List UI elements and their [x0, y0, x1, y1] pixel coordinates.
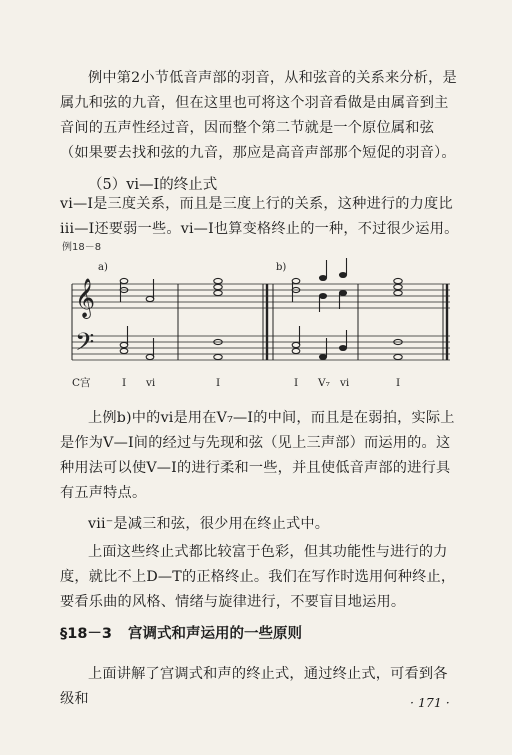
roman-b-3: vi [340, 377, 350, 389]
paragraph-section-intro: 上面讲解了宫调式和声的终止式，通过终止式，可看到各级和 [60, 666, 448, 707]
section-number: §18－3 [60, 626, 113, 642]
roman-a-2: vi [146, 377, 156, 389]
roman-b-1: I [294, 377, 299, 389]
section-heading [60, 622, 302, 643]
example-label: 例18－8 [62, 242, 102, 253]
bass-clef-icon: 𝄢 [75, 328, 95, 363]
paragraph-example-b-explanation: 上例b)中的vi是用在V₇—I的中间，而且是在弱拍，实际上是作为V—I间的经过与先现和弦（见上三声部）而运用的。这种用法可以使V—I的进行柔和一些，并且使低音声部的进行具有五声特点。 [60, 410, 455, 501]
treble-clef-icon: 𝄞 [75, 278, 96, 318]
notes-part-b [292, 258, 402, 360]
subheading-vi-i-cadence: （5）vi—I的终止式 [88, 177, 218, 193]
paragraph-cadence-summary: 上面这些终止式都比较富于色彩，但其功能性与进行的力度，就比不上D—T的正格终止。我们在写作时选用何种终止，要看乐曲的风格、情绪与旋律进行，不要盲目地运用。 [60, 544, 456, 610]
roman-b-2: V₇ [318, 377, 330, 389]
roman-b-4: I [396, 377, 401, 389]
part-a-label: a) [98, 262, 108, 273]
barlines [72, 284, 447, 360]
paragraph-vi-i-relation: vi—I是三度关系，而且是三度上行的关系，这种进行的力度比iii—I还要弱一些。vi—I也算变格终止的一种，不过很少运用。 [60, 196, 459, 237]
page-number: · 171 · [410, 695, 450, 710]
roman-a-1: I [122, 377, 127, 389]
key-label: C宫 [72, 377, 91, 389]
paragraph-dominant-ninth: 例中第2小节低音声部的羽音，从和弦音的关系来分析，是属九和弦的九音，但在这里也可将这个羽音看做是由属音到主音间的五声性经过音，因而整个第二节就是一个原位属和弦（如果要去找和弦的九音，那应是高音声部那个短促的羽音）。 [60, 70, 457, 161]
part-b-label: b) [276, 262, 287, 273]
roman-a-3: I [216, 377, 221, 389]
paragraph-diminished-triad: vii⁻是减三和弦，很少用在终止式中。 [88, 516, 330, 532]
music-score [58, 256, 458, 396]
section-title-text: 宫调式和声运用的一些原则 [128, 626, 303, 642]
roman-numerals [72, 376, 400, 389]
notes-part-a [120, 278, 222, 359]
